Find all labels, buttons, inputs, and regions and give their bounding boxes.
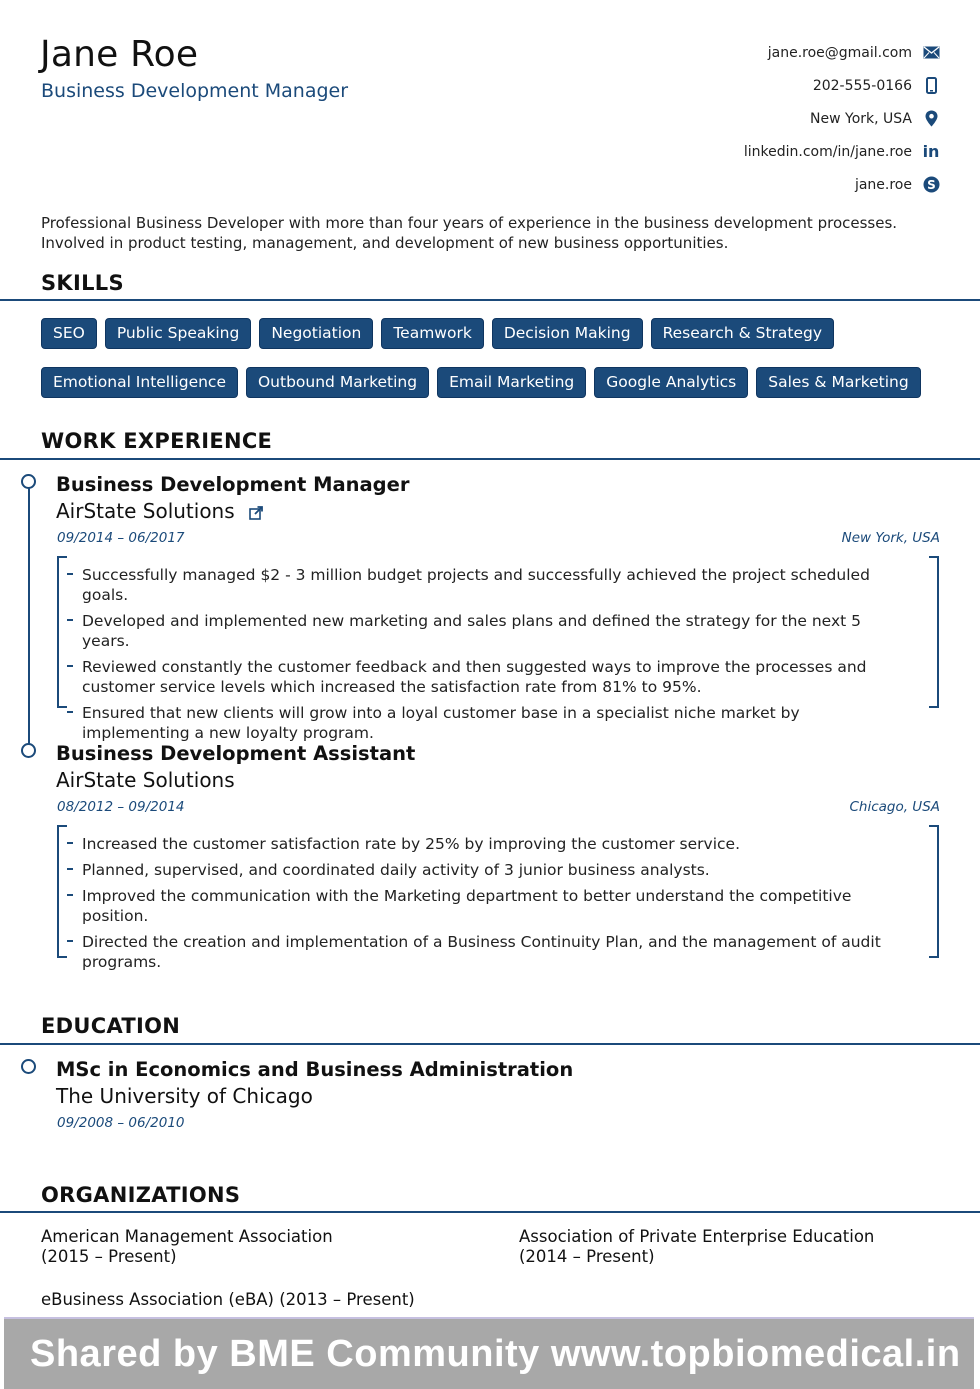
contact-email[interactable] bbox=[540, 36, 940, 69]
job-company: AirState Solutions bbox=[56, 768, 235, 792]
bullet-item: Developed and implemented new marketing and sales plans and defined the strategy for the next 5 years. bbox=[57, 611, 939, 651]
section-title-work-experience: WORK EXPERIENCE bbox=[41, 429, 273, 453]
section-title-education: EDUCATION bbox=[41, 1014, 181, 1038]
organization-name: Association of Private Enterprise Education bbox=[519, 1227, 875, 1246]
watermark-text: Shared by BME Community www.topbiomedical.in bbox=[30, 1333, 961, 1375]
job-title: Business Development Manager bbox=[56, 473, 410, 496]
section-title-skills: SKILLS bbox=[41, 271, 124, 295]
contact-linkedin[interactable] bbox=[540, 135, 940, 168]
map-pin-icon bbox=[922, 110, 940, 128]
job-dates: 09/2014 – 06/2017 bbox=[57, 530, 185, 546]
section-divider bbox=[0, 458, 980, 460]
summary-line: Professional Business Developer with more than four years of experience in the business development processes. bbox=[41, 214, 898, 232]
school-name: The University of Chicago bbox=[56, 1084, 313, 1108]
candidate-title: Business Development Manager bbox=[41, 80, 349, 102]
skill-tag: Google Analytics bbox=[594, 367, 748, 398]
timeline-dot bbox=[21, 474, 36, 489]
organization-period: (2014 – Present) bbox=[519, 1247, 655, 1266]
skill-tag: Public Speaking bbox=[105, 318, 251, 349]
contact-skype-text[interactable]: jane.roe bbox=[854, 176, 912, 193]
bullet-item: Reviewed constantly the customer feedback and then suggested ways to improve the processes and customer service levels which increased the satisfaction rate from 81% to 95%. bbox=[57, 657, 939, 697]
contact-linkedin-text[interactable]: linkedin.com/in/jane.roe bbox=[743, 143, 912, 160]
section-title-organizations: ORGANIZATIONS bbox=[41, 1183, 241, 1207]
bullet-item: Ensured that new clients will grow into a loyal customer base in a specialist niche market by implementing a new loyalty program. bbox=[57, 703, 939, 743]
organization-period: (2015 – Present) bbox=[41, 1247, 177, 1266]
job-bullets bbox=[57, 556, 939, 742]
bullet-item: Directed the creation and implementation of a Business Continuity Plan, and the management of audit programs. bbox=[57, 932, 939, 972]
contact-skype[interactable] bbox=[540, 168, 940, 201]
skype-icon bbox=[922, 176, 940, 194]
skill-tag: Negotiation bbox=[259, 318, 373, 349]
skill-tag: Email Marketing bbox=[437, 367, 586, 398]
contact-phone bbox=[540, 69, 940, 102]
summary-line: Involved in product testing, management, and development of new business opportunities. bbox=[41, 234, 729, 252]
profile-summary bbox=[41, 213, 941, 253]
skill-tag: Outbound Marketing bbox=[246, 367, 429, 398]
skill-tag: Research & Strategy bbox=[651, 318, 834, 349]
organization-name: eBusiness Association (eBA) (2013 – Present) bbox=[41, 1290, 415, 1309]
organization-item bbox=[41, 1290, 415, 1310]
job-location: New York, USA bbox=[841, 530, 940, 546]
skill-tag: Decision Making bbox=[492, 318, 643, 349]
organization-item bbox=[519, 1227, 874, 1267]
timeline-line bbox=[28, 486, 30, 748]
degree-title: MSc in Economics and Business Administration bbox=[56, 1058, 574, 1081]
contact-location bbox=[540, 102, 940, 135]
section-divider bbox=[0, 1211, 980, 1213]
skills-list bbox=[41, 318, 941, 398]
skill-tag: SEO bbox=[41, 318, 97, 349]
bullet-item: Successfully managed $2 - 3 million budget projects and successfully achieved the project scheduled goals. bbox=[57, 565, 939, 605]
job-location: Chicago, USA bbox=[849, 799, 940, 815]
contact-location-text: New York, USA bbox=[810, 110, 912, 127]
education-dates: 09/2008 – 06/2010 bbox=[57, 1115, 185, 1131]
timeline-dot bbox=[21, 1059, 36, 1074]
bullet-item: Improved the communication with the Marketing department to better understand the competitive position. bbox=[57, 886, 939, 926]
bullet-item: Increased the customer satisfaction rate by 25% by improving the customer service. bbox=[57, 834, 939, 854]
job-title: Business Development Assistant bbox=[56, 742, 416, 765]
job-company-name[interactable]: AirState Solutions bbox=[56, 499, 235, 523]
linkedin-icon: in bbox=[922, 142, 940, 161]
external-link-icon[interactable] bbox=[249, 501, 263, 525]
section-divider bbox=[0, 1043, 980, 1045]
phone-icon bbox=[922, 77, 940, 95]
job-company[interactable] bbox=[56, 499, 263, 525]
skill-tag: Teamwork bbox=[381, 318, 483, 349]
svg-text:S: S bbox=[926, 178, 936, 192]
candidate-name: Jane Roe bbox=[40, 34, 199, 75]
timeline-dot bbox=[21, 743, 36, 758]
envelope-icon bbox=[922, 44, 940, 62]
job-bullets bbox=[57, 825, 939, 971]
skill-tag: Sales & Marketing bbox=[756, 367, 920, 398]
watermark-banner bbox=[4, 1317, 974, 1389]
contact-list bbox=[540, 36, 940, 201]
skill-tag: Emotional Intelligence bbox=[41, 367, 238, 398]
bullet-item: Planned, supervised, and coordinated daily activity of 3 junior business analysts. bbox=[57, 860, 939, 880]
job-dates: 08/2012 – 09/2014 bbox=[57, 799, 185, 815]
contact-email-text[interactable]: jane.roe@gmail.com bbox=[767, 44, 912, 61]
organization-item bbox=[41, 1227, 333, 1267]
organization-name: American Management Association bbox=[41, 1227, 333, 1246]
contact-phone-text: 202-555-0166 bbox=[812, 77, 912, 94]
section-divider bbox=[0, 299, 980, 301]
